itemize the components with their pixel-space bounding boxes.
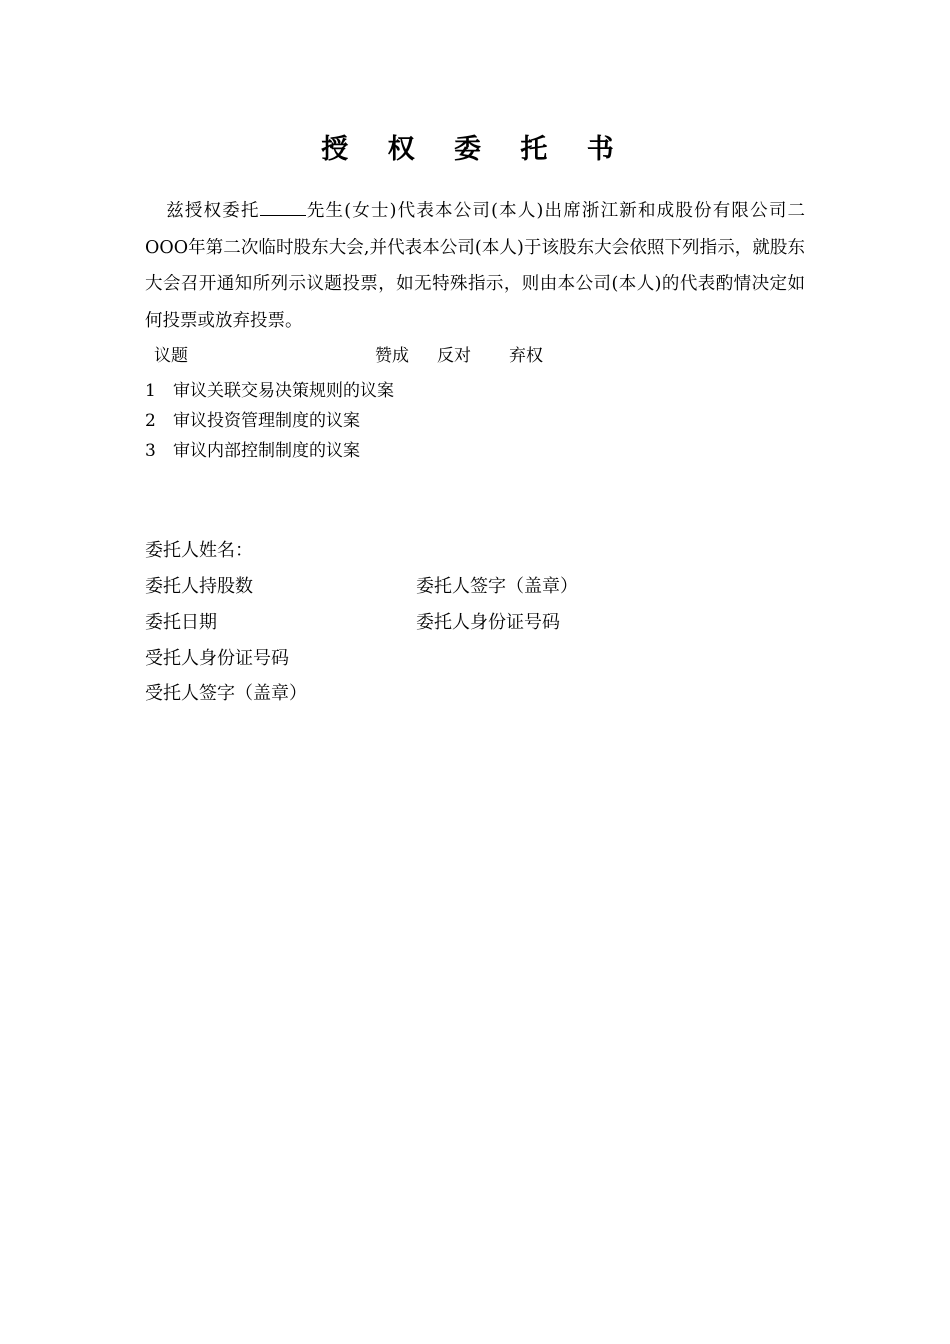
document-title: 授 权 委 托 书 [321,134,629,165]
intro-text-after-blank: 先生(女士)代表本公司(本人)出席浙江新和成股份有限公司二OOO年第二次临时股东大会,并代表本公司(本人)于该股东大会依照下列指示，就股东大会召开通知所列示议题投票，如无特殊指示，则由本公司(本人)的代表酌情决定如何投票或放弃投票。 [145,201,806,331]
principal-shares-field: 委托人持股数 [145,576,253,597]
proposal-item [145,377,394,405]
proposal-number: 1 [145,381,156,401]
date-field: 委托日期 [145,612,217,633]
agent-signature-field: 受托人签字（盖章） [145,683,307,704]
proposal-item [145,437,360,465]
principal-name-field: 委托人姓名： [145,540,253,561]
agent-id-field: 受托人身份证号码 [145,648,289,669]
proxy-name-blank[interactable] [260,201,306,216]
header-abstain: 弃权 [509,346,543,366]
header-topic: 议题 [154,346,188,366]
proposal-number: 3 [145,441,156,461]
proposal-number: 2 [145,411,156,431]
proposal-item [145,407,360,435]
header-against: 反对 [437,346,471,366]
authorization-paragraph [145,193,805,339]
principal-signature-field: 委托人签字（盖章） [416,576,578,597]
proposal-text: 审议投资管理制度的议案 [173,411,360,431]
proposal-text: 审议关联交易决策规则的议案 [173,381,394,401]
intro-text-before-blank: 兹授权委托 [165,201,260,221]
header-for: 赞成 [375,346,409,366]
principal-id-field: 委托人身份证号码 [416,612,560,633]
proposal-text: 审议内部控制制度的议案 [173,441,360,461]
